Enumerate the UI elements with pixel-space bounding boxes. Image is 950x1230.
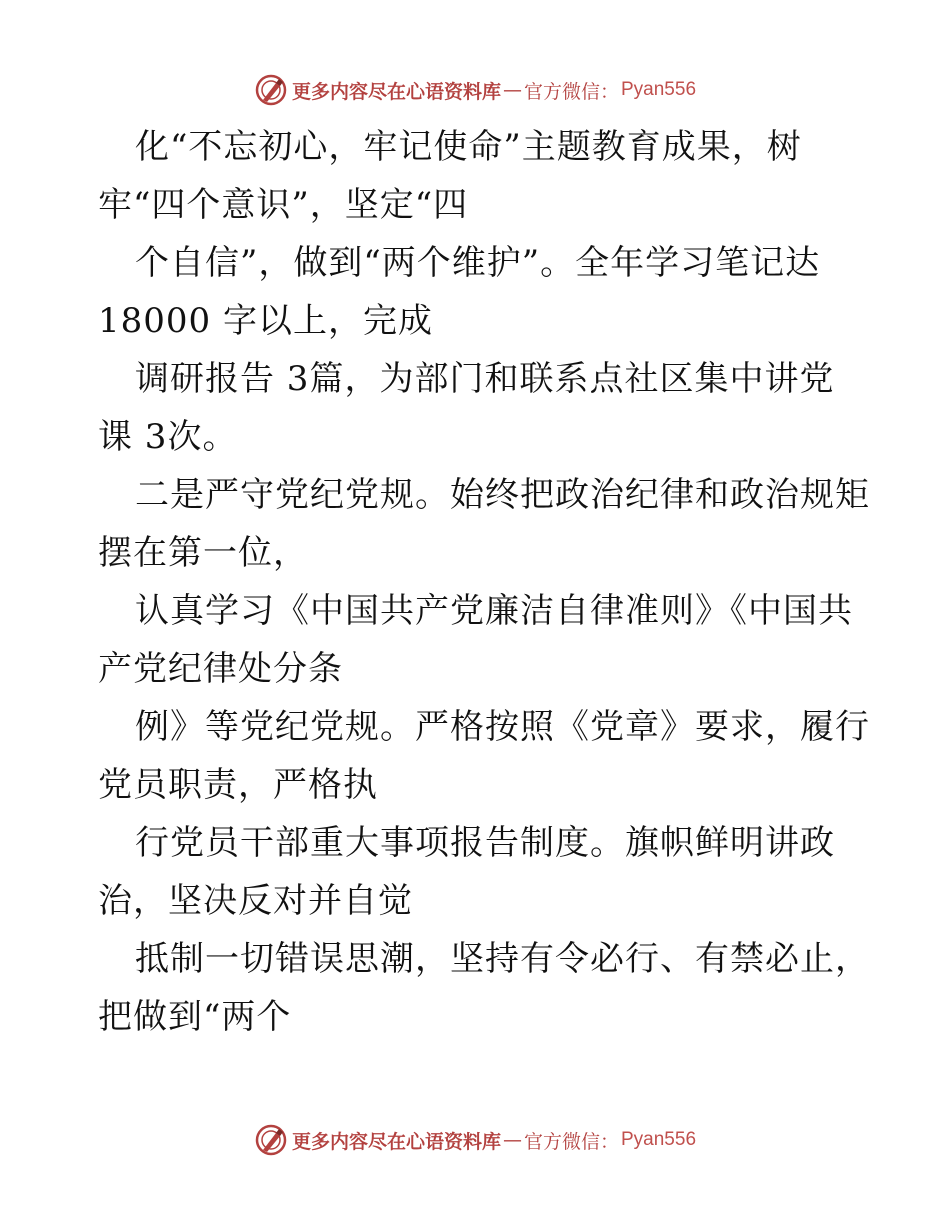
text-line: 个自信”，做到“两个维护”。全年学习笔记达 <box>135 243 821 283</box>
text-line: 化“不忘初心，牢记使命”主题教育成果，树 <box>135 127 802 167</box>
watermark-dash: — <box>502 79 522 101</box>
text-line: 认真学习《中国共产党廉洁自律准则》《中国共 <box>135 591 853 631</box>
text-line: 产党纪律处分条 <box>98 649 343 689</box>
text-line: 牢“四个意识”，坚定“四 <box>98 185 469 225</box>
text-line: 把做到“两个 <box>98 997 292 1037</box>
footer-watermark <box>0 1120 950 1160</box>
document-body <box>98 118 868 1046</box>
watermark-brand: 更多内容尽在心语资料库 <box>291 1130 501 1153</box>
text-line: 行党员干部重大事项报告制度。旗帜鲜明讲政 <box>135 823 835 863</box>
text-line: 党员职责，严格执 <box>98 765 378 805</box>
text-line: 例》等党纪党规。严格按照《党章》要求，履行 <box>135 707 870 747</box>
watermark-wechat-id: Pyan556 <box>621 1129 697 1150</box>
watermark-brand: 更多内容尽在心语资料库 <box>291 80 501 103</box>
watermark-dash: — <box>502 1129 522 1151</box>
watermark-label: 官方微信： <box>523 1130 619 1153</box>
text-line: 治，坚决反对并自觉 <box>98 881 413 921</box>
watermark-label: 官方微信： <box>523 80 619 103</box>
text-line: 摆在第一位， <box>98 533 308 573</box>
text-line: 18000 字以上，完成 <box>98 301 433 341</box>
text-line: 二是严守党纪党规。始终把政治纪律和政治规矩 <box>135 475 870 515</box>
pen-seal-icon <box>254 73 288 107</box>
watermark-wechat-id: Pyan556 <box>621 79 697 100</box>
text-line: 抵制一切错误思潮，坚持有令必行、有禁必止， <box>135 939 870 979</box>
header-watermark <box>0 70 950 110</box>
text-line: 课 3次。 <box>98 417 238 457</box>
text-line: 调研报告 3篇，为部门和联系点社区集中讲党 <box>135 359 835 399</box>
pen-seal-icon <box>254 1123 288 1157</box>
